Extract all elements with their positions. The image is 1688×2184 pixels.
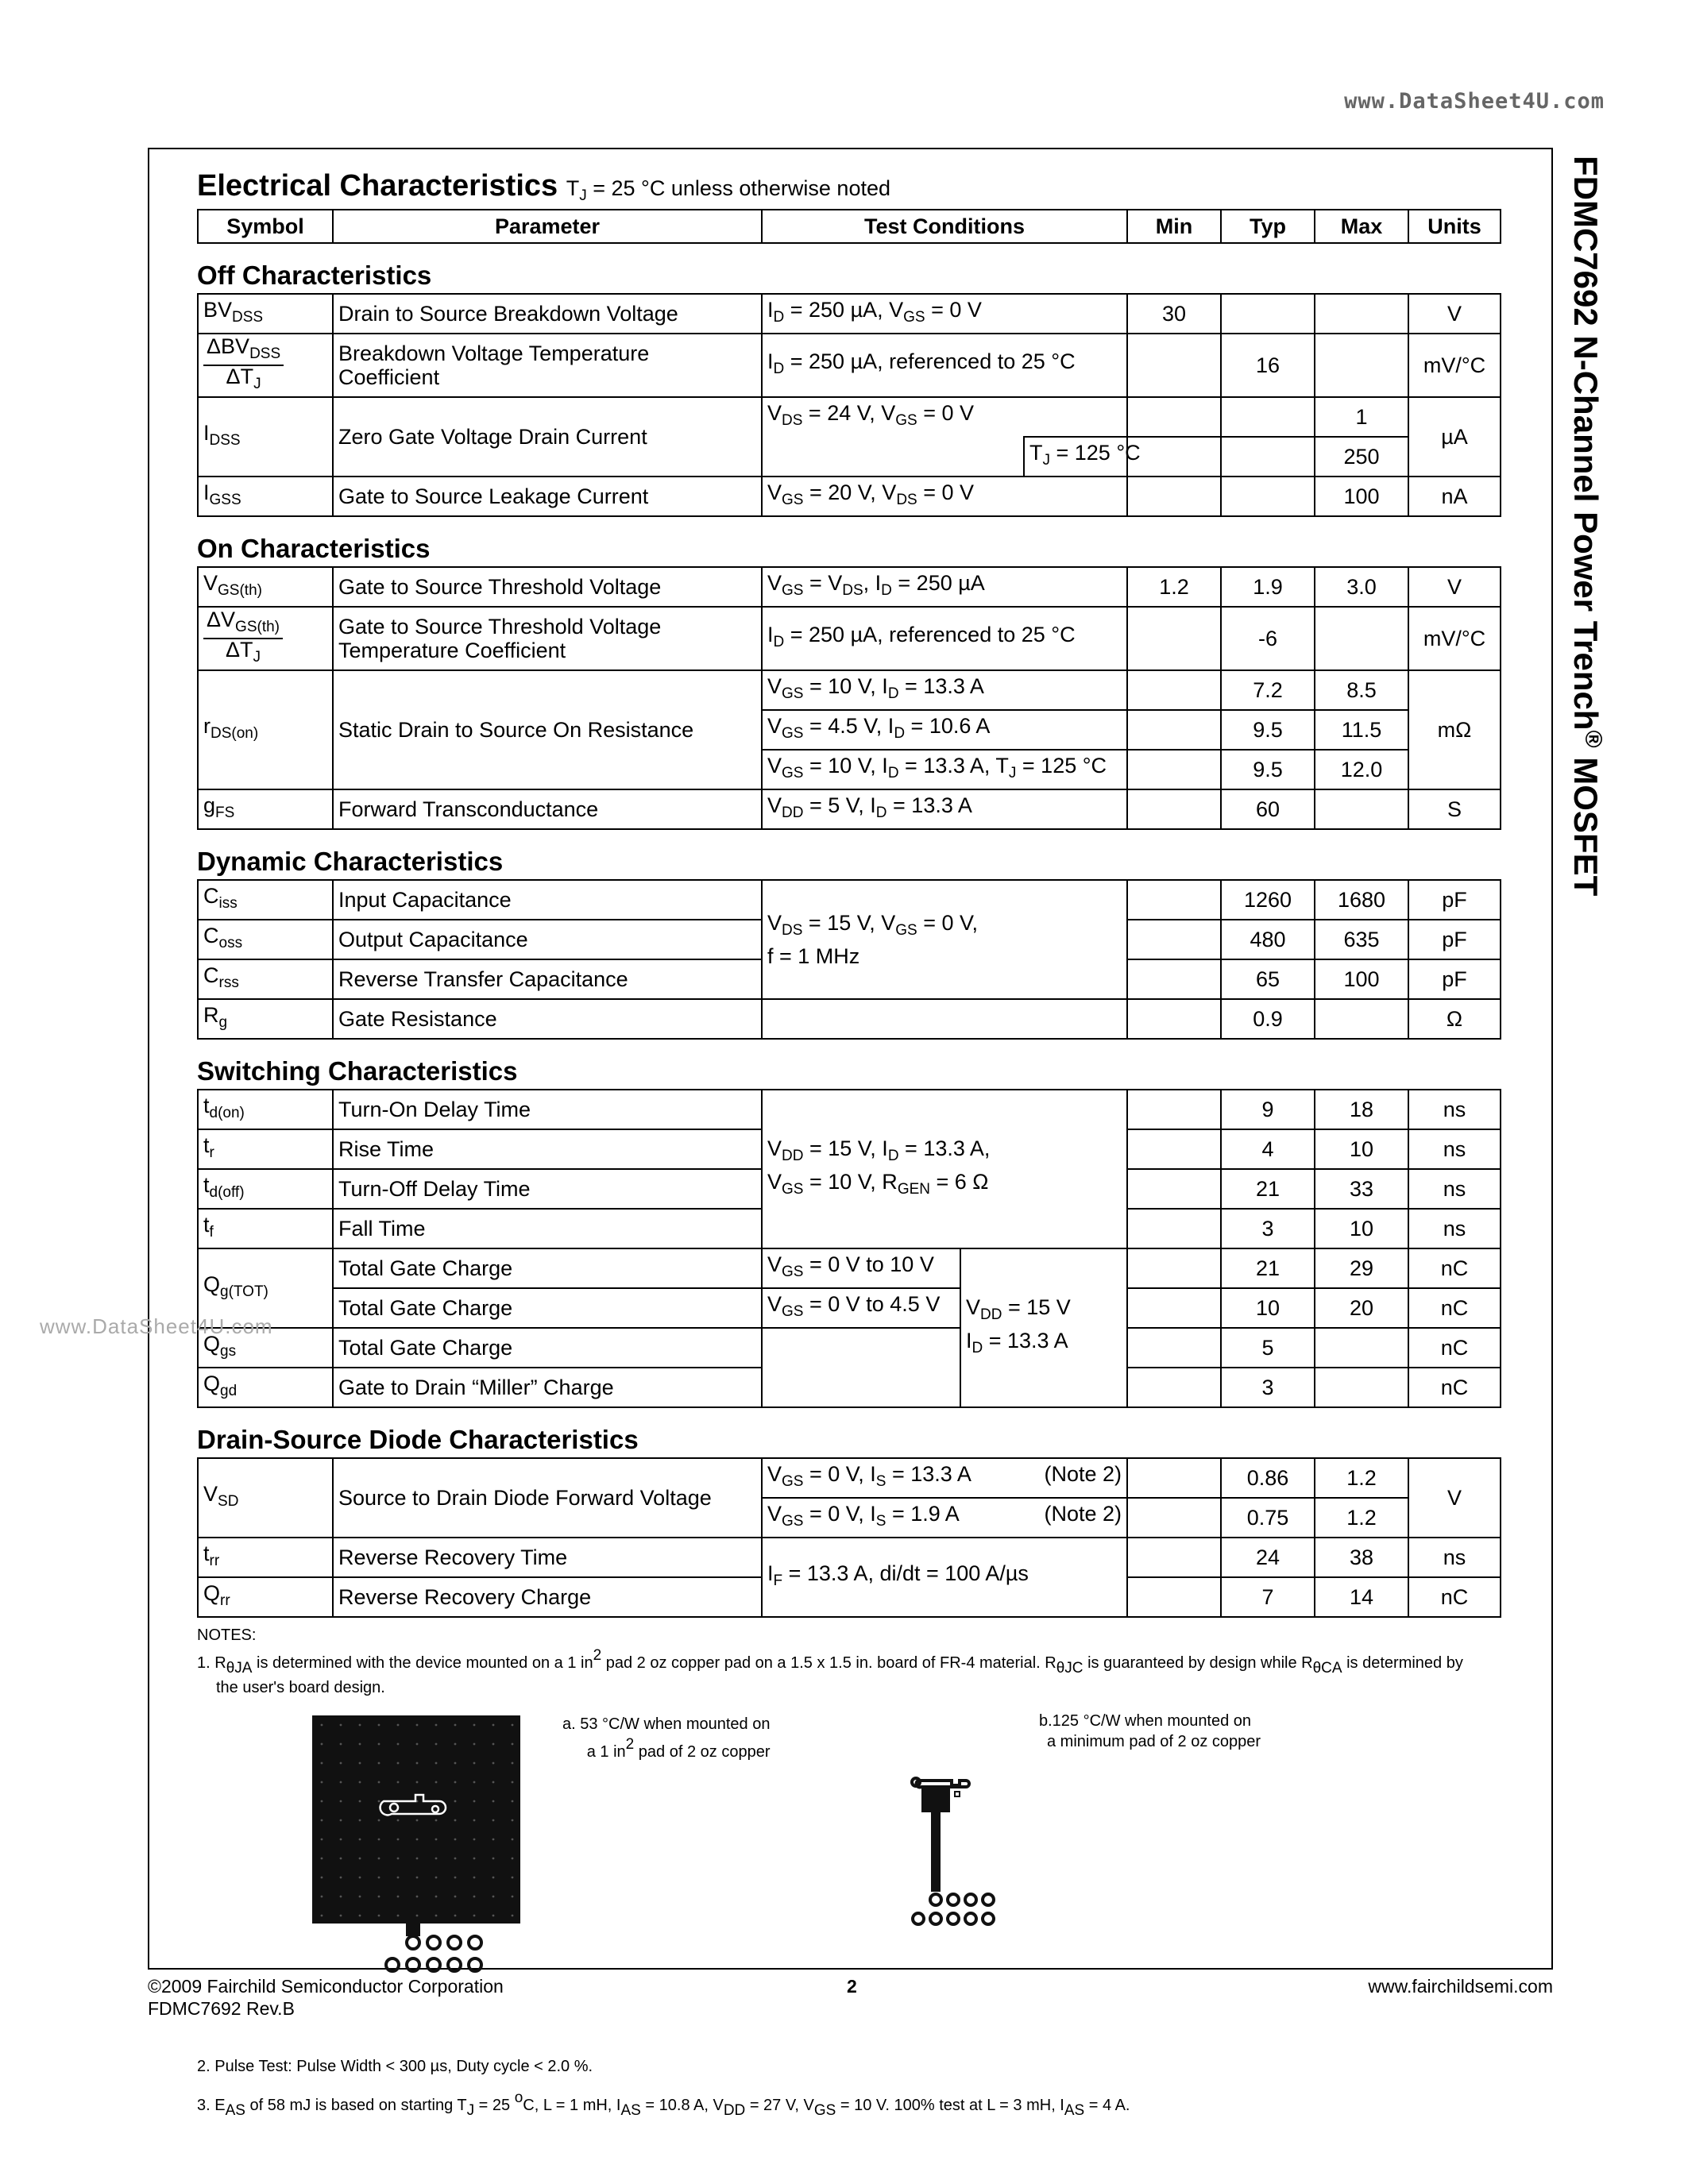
table-cell: 38 [1315,1538,1408,1577]
table-cell: 10 [1315,1209,1408,1248]
table-cell: 11.5 [1315,710,1408,750]
table-cell [1315,999,1408,1039]
table-cell [1127,1209,1221,1248]
table-cell: $V_{GS(th)}$ [198,567,333,607]
column-header-table [197,209,1501,244]
page-number: 2 [847,1976,857,1997]
table-cell [1127,477,1221,516]
table-cell: V [1408,1458,1501,1538]
table-cell [1315,294,1408,334]
table-cell: 21 [1221,1169,1315,1209]
table-cell: 8.5 [1315,670,1408,710]
table-cell [1127,334,1221,397]
table-cell: Total Gate Charge [333,1288,762,1328]
table-cell: $t_r$ [198,1129,333,1169]
table-cell: 7 [1221,1577,1315,1617]
table-cell: 10 [1315,1129,1408,1169]
table-cell: $C_{rss}$ [198,959,333,999]
table-cell: 100 [1315,477,1408,516]
table-cell: 0.9 [1221,999,1315,1039]
table-cell: mV/°C [1408,607,1501,670]
side-title-suffix [1567,748,1605,758]
table-cell: Gate to Source Leakage Current [333,477,762,516]
table-cell: Gate to Source Threshold Voltage Temperature Coefficient [333,607,762,670]
table-row [198,880,1501,920]
table-cell: $\frac{\Delta V_{GS(th)}}{\Delta T_J}$ [198,607,333,670]
table-cell: 20 [1315,1288,1408,1328]
table-cell: $V_{DS} = 15$ V, $V_{GS} = 0$ V, f = 1 MHz [762,880,1127,999]
table-row [198,1288,1501,1328]
table-cell: $V_{SD}$ [198,1458,333,1538]
table-row [198,999,1501,1039]
table-cell: $I_D = 250$ µA, referenced to 25 °C [762,334,1127,397]
table-cell: 60 [1221,789,1315,829]
table-cell: Fall Time [333,1209,762,1248]
table-cell: Source to Drain Diode Forward Voltage [333,1458,762,1538]
table-cell: nC [1408,1248,1501,1288]
table-row [198,294,1501,334]
table-cell: 18 [1315,1090,1408,1129]
table-cell: 1680 [1315,880,1408,920]
table-cell: 9.5 [1221,710,1315,750]
table-cell: 33 [1315,1169,1408,1209]
footer-revision: FDMC7692 Rev.B [148,1998,295,2019]
table-cell: 5 [1221,1328,1315,1368]
table-cell: Zero Gate Voltage Drain Current [333,397,762,477]
table-cell: $t_f$ [198,1209,333,1248]
main-content [197,163,1500,2120]
table-cell: 250 [1315,437,1408,477]
table-cell: $V_{GS} = V_{DS}$, $I_D = 250$ µA [762,567,1127,607]
table-cell [1127,397,1221,437]
table-cell: 3 [1221,1368,1315,1407]
figure-a-caption: a. 53 °C/W when mounted on a 1 in2 pad of 2 oz copper [562,1715,771,1761]
page-title: Electrical Characteristics $T_J = 25$ °C unless otherwise noted [197,169,890,204]
table-cell [1127,1169,1221,1209]
table-cell: $BV_{DSS}$ [198,294,333,334]
table-cell: $T_J = 125$ °C [1024,437,1127,477]
table-row [198,1090,1501,1129]
table-cell: Reverse Recovery Time [333,1538,762,1577]
table-cell: ns [1408,1209,1501,1248]
note-1: 1. RθJA is determined with the device mounted on a 1 in2 pad 2 oz copper pad on a 1.5 x 1.5 in. board of FR-4 material. RθJC is guaranteed by design while RθCA is determined by [197,1647,1463,1677]
table-diode [197,1457,1501,1618]
table-cell [1127,1577,1221,1617]
figure-a-pad-diagram [312,1715,527,1985]
table-cell: 0.75 [1221,1498,1315,1538]
table-row [198,607,1501,670]
table-cell: 100 [1315,959,1408,999]
note-3: 3. EAS of 58 mJ is based on starting TJ = 25 oC, L = 1 mH, IAS = 10.8 A, VDD = 27 V, VGS = 10 V. 100% test at L = 3 mH, IAS = 4 A. [197,2089,1130,2119]
table-cell: 30 [1127,294,1221,334]
table-cell: Reverse Recovery Charge [333,1577,762,1617]
table-cell [1315,607,1408,670]
table-cell [1221,294,1315,334]
table-cell: $Q_{gd}$ [198,1368,333,1407]
table-cell [1127,437,1221,477]
table-row [198,1248,1501,1288]
table-cell: $I_D = 250$ µA, $V_{GS} = 0$ V [762,294,1127,334]
table-cell [1127,1328,1221,1368]
table-cell: $Q_{gs}$ [198,1328,333,1368]
table-row [198,670,1501,710]
table-cell: $Q_{rr}$ [198,1577,333,1617]
table-cell: nC [1408,1577,1501,1617]
table-cell: V [1408,567,1501,607]
table-cell: $V_{GS} = 0$ V to 10 V [762,1248,960,1288]
section-dynamic: Dynamic Characteristics [197,847,504,876]
table-cell [762,999,1127,1039]
table-cell: µA [1408,397,1501,477]
svg-text:FDMC7692 N-Channel Power Trenc [1567,156,1606,897]
table-cell: Ω [1408,999,1501,1039]
table-cell [1127,607,1221,670]
table-cell: $V_{GS} = 4.5$ V, $I_D = 10.6$ A [762,710,1127,750]
table-cell: Rise Time [333,1129,762,1169]
table-cell [1127,789,1221,829]
table-cell [1315,1328,1408,1368]
table-cell: $V_{GS} = 10$ V, $I_D = 13.3$ A, $T_J = 125$ °C [762,750,1127,789]
section-on: On Characteristics [197,534,431,563]
table-cell: $I_{GSS}$ [198,477,333,516]
table-cell: 65 [1221,959,1315,999]
section-switching: Switching Characteristics [197,1056,518,1086]
table-cell: 1.9 [1221,567,1315,607]
table-cell: nC [1408,1288,1501,1328]
table-cell: 9 [1221,1090,1315,1129]
table-cell: $r_{DS(on)}$ [198,670,333,789]
table-cell: 12.0 [1315,750,1408,789]
side-title [1563,151,1611,977]
table-cell: 24 [1221,1538,1315,1577]
table-cell: Reverse Transfer Capacitance [333,959,762,999]
table-cell: pF [1408,880,1501,920]
table-cell [1127,710,1221,750]
table-cell: Turn-Off Delay Time [333,1169,762,1209]
table-cell: 1260 [1221,880,1315,920]
table-cell: 14 [1315,1577,1408,1617]
table-cell [1127,880,1221,920]
table-row [198,397,1501,437]
table-cell [1127,1129,1221,1169]
table-cell: $t_{d(on)}$ [198,1090,333,1129]
table-cell: $g_{FS}$ [198,789,333,829]
table-cell [762,437,1024,477]
footer-copyright: ©2009 Fairchild Semiconductor Corporation [148,1976,504,1997]
table-cell [1221,397,1315,437]
table-row [198,1458,1501,1498]
note-2: 2. Pulse Test: Pulse Width < 300 µs, Duty cycle < 2.0 %. [197,2058,593,2075]
section-off: Off Characteristics [197,260,432,290]
table-cell: $Q_{g(TOT)}$ [198,1248,333,1328]
table-cell: ns [1408,1169,1501,1209]
table-cell: nA [1408,477,1501,516]
table-cell [1221,477,1315,516]
table-cell [762,1328,960,1407]
table-cell [1127,959,1221,999]
table-cell: Output Capacitance [333,920,762,959]
table-row [198,477,1501,516]
col-max: Max [1315,210,1408,243]
table-cell [1127,1368,1221,1407]
table-cell: Total Gate Charge [333,1328,762,1368]
table-cell: 1.2 [1315,1458,1408,1498]
table-cell: $\frac{\Delta BV_{DSS}}{\Delta T_J}$ [198,334,333,397]
table-cell: mV/°C [1408,334,1501,397]
table-cell [1127,1288,1221,1328]
table-cell [1315,789,1408,829]
table-cell: -6 [1221,607,1315,670]
table-cell: Total Gate Charge [333,1248,762,1288]
table-cell: $t_{rr}$ [198,1538,333,1577]
table-cell: Gate Resistance [333,999,762,1039]
table-cell: 10 [1221,1288,1315,1328]
table-cell: Gate to Drain “Miller” Charge [333,1368,762,1407]
table-cell: mΩ [1408,670,1501,789]
table-cell [1127,1538,1221,1577]
side-title-mosfet: MOSFET [1567,757,1605,897]
table-off [197,293,1501,517]
table-on [197,566,1501,830]
col-min: Min [1127,210,1221,243]
table-cell: $V_{GS} = 0$ V, $I_S = 1.9$ A (Note 2) [762,1498,1127,1538]
table-cell: $C_{iss}$ [198,880,333,920]
table-cell [1127,1458,1221,1498]
figure-b-caption: b.125 °C/W when mounted on a minimum pad of 2 oz copper [1039,1712,1261,1750]
table-cell: 3.0 [1315,567,1408,607]
table-cell: ns [1408,1090,1501,1129]
table-cell: nC [1408,1368,1501,1407]
table-cell: $R_g$ [198,999,333,1039]
table-dynamic [197,879,1501,1040]
table-cell: $V_{GS} = 0$ V, $I_S = 13.3$ A (Note 2) [762,1458,1127,1498]
table-cell: nC [1408,1328,1501,1368]
col-units: Units [1408,210,1501,243]
watermark-mid: www.DataSheet4U.com [40,1314,273,1338]
table-cell: 9.5 [1221,750,1315,789]
watermark-top: www.DataSheet4U.com [1344,89,1605,114]
table-cell: $I_D = 250$ µA, referenced to 25 °C [762,607,1127,670]
table-cell: pF [1408,920,1501,959]
table-cell: S [1408,789,1501,829]
col-symbol: Symbol [198,210,333,243]
table-cell: $V_{DS} = 24$ V, $V_{GS} = 0$ V [762,397,1127,437]
table-cell: V [1408,294,1501,334]
table-cell: 3 [1221,1209,1315,1248]
table-cell: 16 [1221,334,1315,397]
section-diode: Drain-Source Diode Characteristics [197,1425,639,1454]
footer-url[interactable]: www.fairchildsemi.com [1368,1976,1553,1997]
table-cell [1315,1368,1408,1407]
table-cell: $V_{GS} = 0$ V to 4.5 V [762,1288,960,1328]
table-cell: 480 [1221,920,1315,959]
table-cell [1127,1498,1221,1538]
notes-bottom [197,2057,1500,2120]
table-cell [1127,920,1221,959]
table-cell [1127,750,1221,789]
table-cell: 29 [1315,1248,1408,1288]
table-cell: $V_{DD} = 15$ V, $I_D = 13.3$ A, $V_{GS} = 10$ V, $R_{GEN} = 6$ Ω [762,1090,1127,1248]
table-cell: Turn-On Delay Time [333,1090,762,1129]
title-conditions: $T_J = 25$ °C unless otherwise noted [566,176,890,204]
table-row [198,334,1501,397]
table-cell [1127,999,1221,1039]
table-cell: $V_{GS} = 10$ V, $I_D = 13.3$ A [762,670,1127,710]
table-switching [197,1089,1501,1408]
table-cell: Forward Transconductance [333,789,762,829]
table-cell: 7.2 [1221,670,1315,710]
table-cell [1127,1090,1221,1129]
table-cell: 1 [1315,397,1408,437]
notes-heading: NOTES: [197,1626,257,1644]
table-cell [1127,1248,1221,1288]
table-cell: 1.2 [1315,1498,1408,1538]
table-cell: $V_{GS} = 20$ V, $V_{DS} = 0$ V [762,477,1127,516]
col-parameter: Parameter [333,210,762,243]
table-cell: $I_F = 13.3$ A, di/dt = 100 A/µs [762,1538,1127,1617]
table-cell: Input Capacitance [333,880,762,920]
table-cell: $C_{oss}$ [198,920,333,959]
col-typ: Typ [1221,210,1315,243]
table-row [198,789,1501,829]
table-cell: Static Drain to Source On Resistance [333,670,762,789]
table-cell: $V_{DD} = 5$ V, $I_D = 13.3$ A [762,789,1127,829]
side-title-part: FDMC7692 N-Channel Power Trench [1567,156,1605,731]
table-cell: Breakdown Voltage Temperature Coefficient [333,334,762,397]
table-cell: Gate to Source Threshold Voltage [333,567,762,607]
table-cell: pF [1408,959,1501,999]
table-cell: $V_{DD} = 15$ V $I_D = 13.3$ A [960,1248,1127,1407]
table-cell: $I_{DSS}$ [198,397,333,477]
figure-b-pad-diagram [904,1771,1023,1946]
table-cell: 0.86 [1221,1458,1315,1498]
table-cell: 635 [1315,920,1408,959]
side-title-reg: ® [1580,730,1606,748]
table-row [198,1328,1501,1368]
table-cell [1221,437,1315,477]
table-cell: 1.2 [1127,567,1221,607]
table-cell: $t_{d(off)}$ [198,1169,333,1209]
note-1b: the user's board design. [216,1679,385,1696]
col-test-conditions: Test Conditions [762,210,1127,243]
table-row [198,1538,1501,1577]
table-cell: ns [1408,1129,1501,1169]
table-cell [1315,334,1408,397]
table-row [198,567,1501,607]
table-cell: 4 [1221,1129,1315,1169]
table-cell: Drain to Source Breakdown Voltage [333,294,762,334]
table-cell [1127,670,1221,710]
table-cell: ns [1408,1538,1501,1577]
table-cell: 21 [1221,1248,1315,1288]
notes [197,1626,1500,1698]
